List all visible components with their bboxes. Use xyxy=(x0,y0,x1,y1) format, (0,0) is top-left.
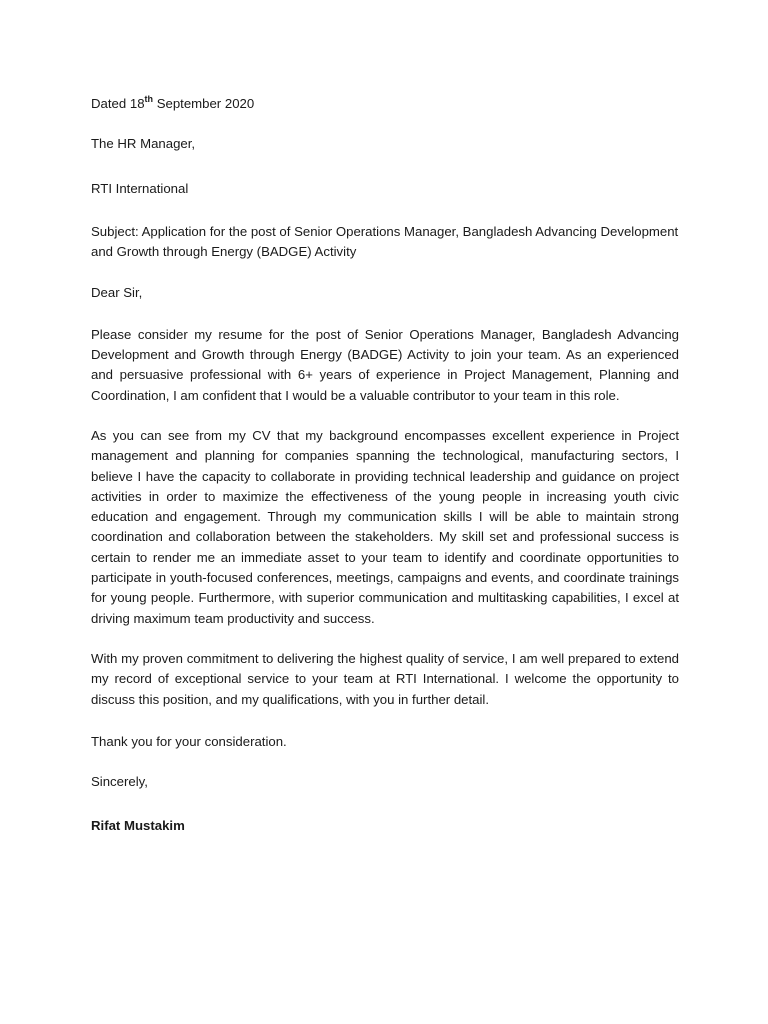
closing-line: Sincerely, xyxy=(91,774,148,790)
salutation: Dear Sir, xyxy=(91,285,143,301)
body-paragraph-3: With my proven commitment to delivering the highest quality of service, I am well prepared to extend my record of exceptional service to your team at RTI International. I welcome the opportunity to discuss this position, and my qualifications, with you in further detail. xyxy=(91,650,679,707)
body-paragraph-2: As you can see from my CV that my background encompasses excellent experience in Project management and planning for companies spanning the technological, manufacturing sectors, I believe I have the capacity to collaborate in providing technical leadership and guidance on project activities in order to maximize the effectiveness of the young people in increasing youth civic education and engagement. Through my communication skills I will be able to maintain strong coordination and collaboration between the stakeholders. My skill set and professional success is certain to render me an immediate asset to your team to identify and coordinate opportunities to participate in youth-focused conferences, meetings, campaigns and events, and coordinate trainings for young people. Furthermore, with superior communication and multitasking capabilities, I excel at driving maximum team productivity and success. xyxy=(91,427,679,626)
date-rest: September 2020 xyxy=(153,96,255,111)
organization-line: RTI International xyxy=(91,180,189,196)
thanks-line: Thank you for your consideration. xyxy=(91,733,287,749)
recipient-line: The HR Manager, xyxy=(91,136,196,152)
signature-name: Rifat Mustakim xyxy=(91,818,185,834)
letter-date xyxy=(91,94,679,114)
body-paragraph-1: Please consider my resume for the post of Senior Operations Manager, Bangladesh Advancing Development and Growth through Energy (BADGE) Activity to join your team. As an experienced and persuasive professional with 6+ years of experience in Project Management, Planning and Coordination, I am confident that I would be a valuable contributor to your team in this role. xyxy=(91,326,679,403)
date-prefix: Dated 18 xyxy=(91,96,145,111)
date-ordinal-suffix: th xyxy=(144,93,154,104)
subject-line: Subject: Application for the post of Senior Operations Manager, Bangladesh Advancing Development and Growth through Energy (BADGE) Activity xyxy=(91,223,679,260)
